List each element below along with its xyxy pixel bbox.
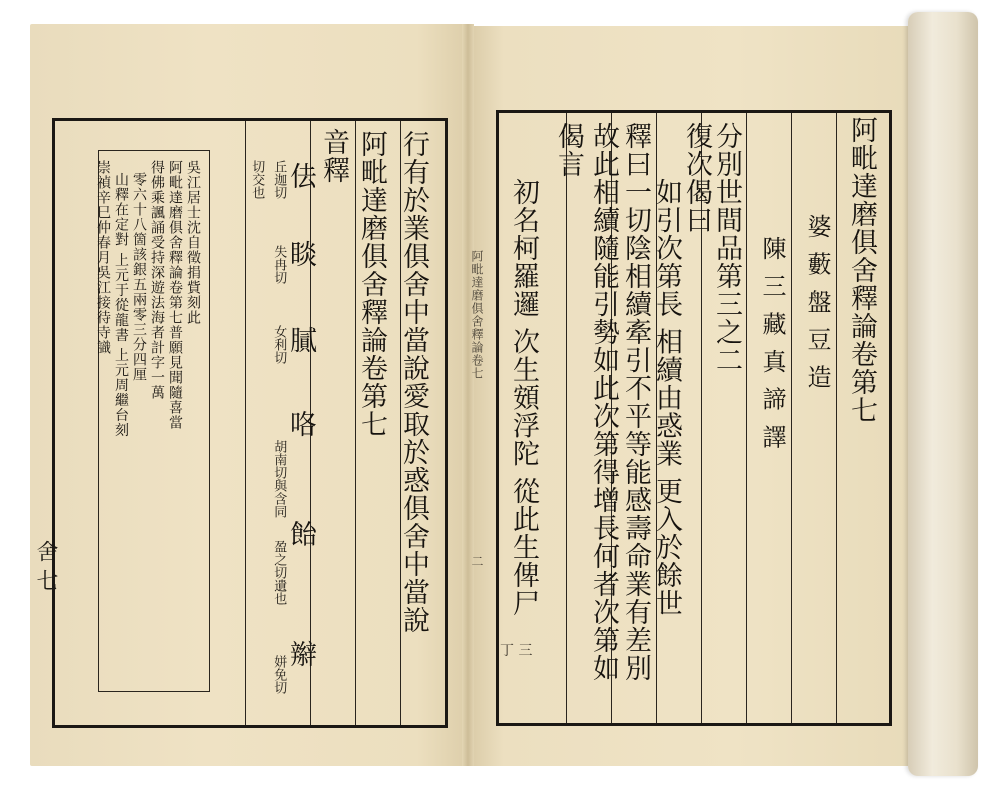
yinshi-char: 膩 (285, 326, 316, 354)
yinshi-note: 姘免切 (271, 655, 287, 694)
closing-line: 行有於業俱舍中當說愛取於惑俱舍中當說 (398, 130, 429, 634)
yinshi-char: 辮 (285, 640, 316, 668)
verse-intro: 復次偈曰 (681, 122, 712, 234)
chapter-title: 分別世間品第三之二 (711, 122, 742, 374)
yinshi-note: 失冉切 (271, 245, 287, 284)
yinshi-char: 佉 (285, 162, 316, 190)
yinshi-char: 睒 (285, 240, 316, 268)
yinshi-note: 盈之切遺也 (271, 540, 287, 605)
left-edge-mark: 舍 七 (33, 540, 58, 591)
colophon-line: 零六十八箇該銀五兩零三分四厘 (131, 172, 147, 382)
fore-edge-title: 阿毗達磨俱舍釋論卷七 (470, 250, 484, 380)
fore-edge-bottom-mark: 丁 三 (500, 643, 533, 659)
author-line: 婆 藪 盤 豆 造 (803, 214, 831, 392)
yinshi-char: 飴 (285, 520, 316, 548)
commentary-line-1: 釋曰一切陰相續牽引不平等能感壽命業有差別 (620, 122, 651, 682)
verse-line-2: 初名柯羅邏 次生頞浮陀 從此生俾尸 (508, 178, 539, 618)
yinshi-tail: 切交也 (249, 160, 265, 199)
translator-line: 陳 三 藏 真 諦 譯 (758, 236, 786, 452)
gutter (462, 24, 474, 766)
colophon-line: 得佛乘諷誦受持深遊法海者計字一萬 (149, 160, 165, 400)
colophon-line: 吳江居士沈自徵捐貲刻此 (185, 160, 201, 325)
colophon-line: 山釋在定對 上元于從龍書 上元周繼台刻 (113, 172, 129, 438)
colophon-line: 阿毗達磨俱舍釋論卷第七普願見聞隨喜當 (167, 160, 183, 430)
commentary-line-3: 偈言 (553, 122, 584, 178)
yinshi-note: 胡南切與含同 (271, 440, 287, 518)
colophon-line: 崇禎辛巳仲春月吳江接待寺識 (95, 160, 111, 355)
yinshi-char: 咯 (285, 410, 316, 438)
title-vertical: 阿毗達磨俱舍釋論卷第七 (846, 116, 877, 424)
fore-edge-page-number: 二 (470, 555, 484, 568)
closing-title: 阿毗達磨俱舍釋論卷第七 (356, 130, 387, 438)
verse-line-1: 如引次第長 相續由惑業 更入於餘世 (651, 178, 682, 618)
yinshi-note: 丘迦切 (271, 160, 287, 199)
yinshi-heading: 音釋 (318, 128, 349, 184)
yinshi-note: 女利切 (271, 325, 287, 364)
commentary-line-2: 故此相續隨能引勢如此次第得增長何者次第如 (588, 122, 619, 682)
scroll-roll (908, 12, 978, 776)
